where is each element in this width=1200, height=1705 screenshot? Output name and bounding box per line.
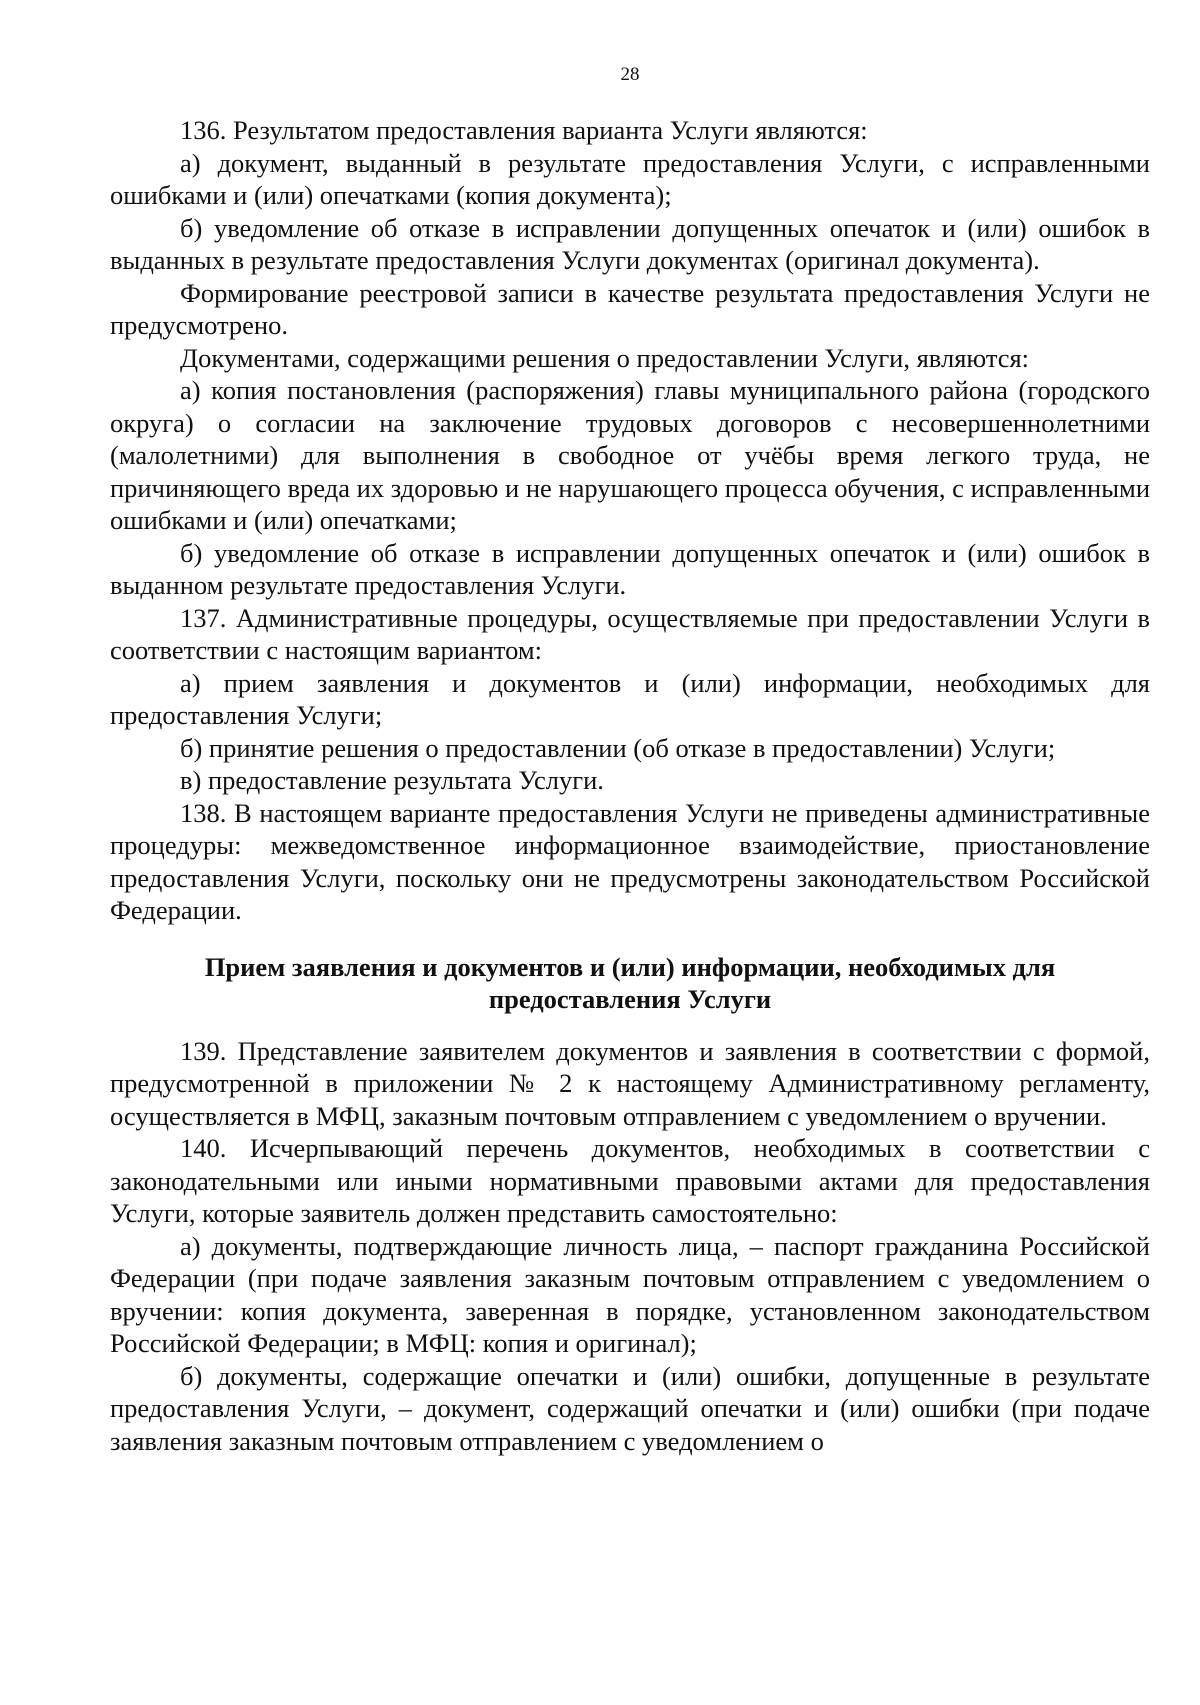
paragraph-137-c: в) предоставление результата Услуги. [180, 765, 604, 795]
section-heading: Прием заявления и документов и (или) информации, необходимых для предоставления Услуги [204, 951, 1056, 1014]
paragraph-136-b: б) уведомление об отказе в исправлении допущенных опечаток и (или) ошибок в выданных в результате предоставления Услуги документах (оригинал документа). [110, 212, 1150, 275]
paragraph-136-a: а) документ, выданный в результате предоставления Услуги, с исправленными ошибками и (или) опечатками (копия документа); [110, 147, 1150, 210]
paragraph-140-a: а) документы, подтверждающие личность лица, – паспорт гражданина Российской Федерации (при подаче заявления заказным почтовым отправлением с уведомлением о вручении: копия документа, заверенная в порядке, установленном законодательством Российской Федерации; в МФЦ: копия и оригинал); [110, 1230, 1150, 1358]
paragraph-decision-a: а) копия постановления (распоряжения) главы муниципального района (городского округа) о согласии на заключение трудовых договоров с несовершеннолетними (малолетними) для выполнения в свободное от учёбы время легкого труда, не причиняющего вреда их здоровью и не нарушающего процесса обучения, с исправленными ошибками и (или) опечатками; [110, 375, 1150, 535]
paragraph-137: 137. Административные процедуры, осуществляемые при предоставлении Услуги в соответствии с настоящим вариантом: [110, 602, 1150, 665]
paragraph-140-b: б) документы, содержащие опечатки и (или) ошибки, допущенные в результате предоставления Услуги, – документ, содержащий опечатки и (или) ошибки (при подаче заявления заказным почтовым отправлением с уведомлением о [110, 1360, 1150, 1456]
paragraph-137-a: а) прием заявления и документов и (или) информации, необходимых для предоставления Услуги; [110, 667, 1150, 730]
page-number: 28 [620, 64, 640, 85]
paragraph-registry-note: Формирование реестровой записи в качестве результата предоставления Услуги не предусмотрено. [110, 277, 1150, 340]
document-body [110, 114, 1150, 1457]
paragraph-136: 136. Результатом предоставления варианта Услуги являются: [180, 115, 868, 145]
paragraph-decision-documents: Документами, содержащими решения о предоставлении Услуги, являются: [180, 342, 1030, 373]
paragraph-137-b: б) принятие решения о предоставлении (об отказе в предоставлении) Услуги; [180, 732, 1056, 763]
paragraph-decision-b: б) уведомление об отказе в исправлении допущенных опечаток и (или) ошибок в выданном результате предоставления Услуги. [110, 537, 1150, 600]
paragraph-139: 139. Представление заявителем документов и заявления в соответствии с формой, предусмотренной в приложении № 2 к настоящему Административному регламенту, осуществляется в МФЦ, заказным почтовым отправлением с уведомлением о вручении. [110, 1035, 1150, 1131]
paragraph-138: 138. В настоящем варианте предоставления Услуги не приведены административные процедуры: межведомственное информационное взаимодействие, приостановление предоставления Услуги, поскольку они не предусмотрены законодательством Российской Федерации. [110, 797, 1150, 925]
paragraph-140: 140. Исчерпывающий перечень документов, необходимых в соответствии с законодательными или иными нормативными правовыми актами для предоставления Услуги, которые заявитель должен представить самостоятельно: [110, 1133, 1150, 1228]
